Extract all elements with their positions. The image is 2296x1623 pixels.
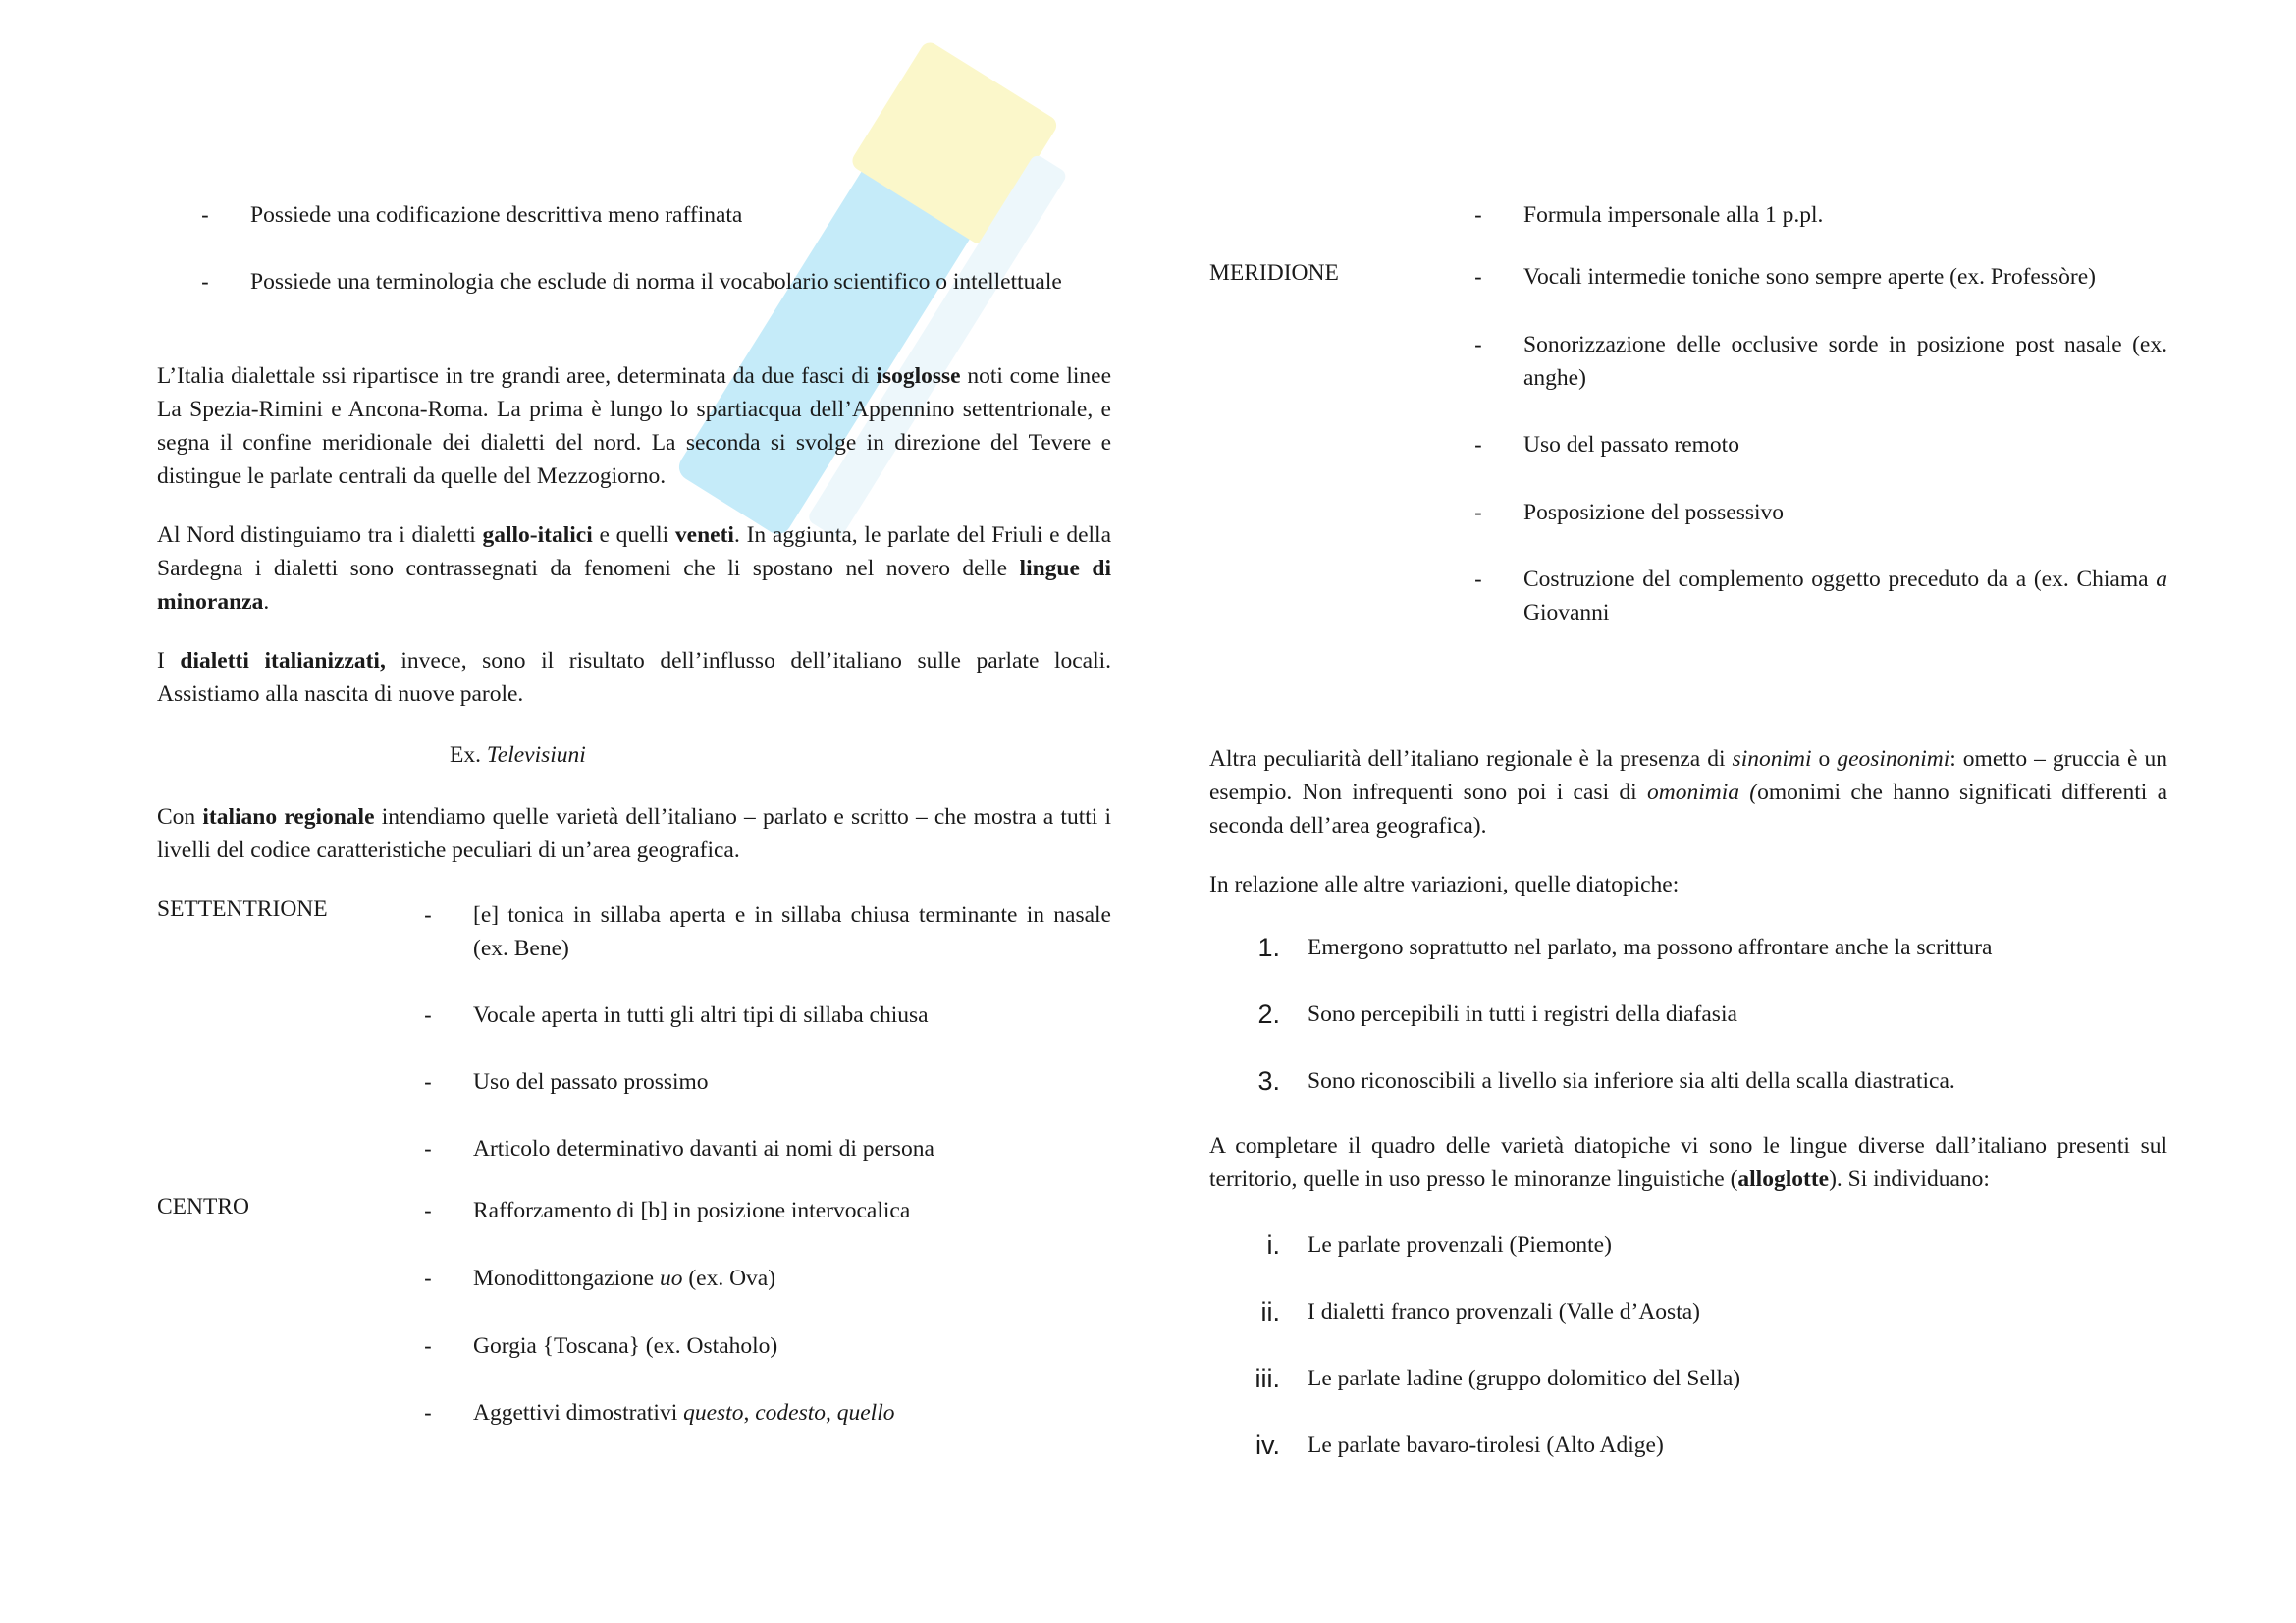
dash-bullet: - bbox=[1474, 264, 1482, 290]
dash-bullet: - bbox=[1474, 567, 1482, 592]
paragraph-italiano-regionale: Con italiano regionale intendiamo quelle varietà dell’italiano – parlato e scritto – che mostra a tutti i livelli del codice caratteristiche peculiari di un’area geografica. bbox=[157, 804, 1111, 863]
list-item: - Possiede una terminologia che esclude di norma il vocabolario scientifico o intellettuale bbox=[201, 265, 1111, 298]
list-item: iii. Le parlate ladine (gruppo dolomitico del Sella) bbox=[1255, 1364, 1741, 1393]
dash-bullet: - bbox=[1474, 432, 1482, 458]
paragraph-relazione: In relazione alle altre variazioni, quelle diatopiche: bbox=[1209, 872, 1680, 897]
paragraph-dialetti-italianizzati: I dialetti italianizzati, invece, sono il risultato dell’influsso dell’italiano sulle parlate locali. Assistiamo alla nascita di nuove parole. bbox=[157, 648, 1112, 707]
list-item: - Monodittongazione uo (ex. Ova) bbox=[424, 1262, 1111, 1295]
list-item: - Vocali intermedie toniche sono sempre aperte (ex. Professòre) bbox=[1474, 260, 2167, 294]
dash-bullet: - bbox=[424, 902, 432, 928]
paragraph-sinonimi: Altra peculiarità dell’italiano regionale è la presenza di sinonimi o geosinonimi: ometto – gruccia è un esempio. Non infrequenti sono poi i casi di omonimia (omonimi che hanno significati differenti a seconda dell’area geografica). bbox=[1209, 746, 2168, 839]
example-televisiuni: Ex. Televisiuni bbox=[450, 742, 586, 768]
dash-bullet: - bbox=[201, 269, 209, 295]
dash-bullet: - bbox=[1474, 202, 1482, 228]
dash-bullet: - bbox=[1474, 500, 1482, 525]
list-item: - Rafforzamento di [b] in posizione intervocalica bbox=[424, 1194, 1111, 1227]
list-item: 2. Sono percepibili in tutti i registri della diafasia bbox=[1257, 1000, 1737, 1029]
label-centro: CENTRO bbox=[157, 1194, 249, 1219]
paragraph-nord: Al Nord distinguiamo tra i dialetti gallo-italici e quelli veneti. In aggiunta, le parlate del Friuli e della Sardegna i dialetti sono contrassegnati da fenomeni che li spostano nel novero delle lingue di minoranza. bbox=[157, 522, 1112, 615]
paragraph-completare: A completare il quadro delle varietà diatopiche vi sono le lingue diverse dall’italiano presenti sul territorio, quelle in uso presso le minoranze linguistiche (alloglotte). Si individuano: bbox=[1209, 1133, 2167, 1192]
dash-bullet: - bbox=[424, 1002, 432, 1028]
list-item: - Costruzione del complemento oggetto preceduto da a (ex. Chiama a Giovanni bbox=[1474, 563, 2167, 629]
paragraph-italia-dialettale: L’Italia dialettale ssi ripartisce in tre grandi aree, determinata da due fasci di isoglosse noti come linee La Spezia-Rimini e Ancona-Roma. La prima è lungo lo spartiacqua dell’Appennino settentrionale, e segna il confine meridionale dei dialetti del nord. La seconda si svolge in direzione del Tevere e distingue le parlate centrali da quelle del Mezzogiorno. bbox=[157, 363, 1111, 489]
dash-bullet: - bbox=[424, 1136, 432, 1162]
dash-bullet: - bbox=[424, 1198, 432, 1223]
dash-bullet: - bbox=[424, 1069, 432, 1095]
list-item: 3. Sono riconoscibili a livello sia inferiore sia alti della scalla diastratica. bbox=[1257, 1066, 1955, 1096]
list-item: - Gorgia {Toscana} (ex. Ostaholo) bbox=[424, 1329, 1111, 1363]
dash-bullet: - bbox=[201, 202, 209, 228]
list-item: - [e] tonica in sillaba aperta e in sillaba chiusa terminante in nasale (ex. Bene) bbox=[424, 898, 1111, 965]
dash-bullet: - bbox=[424, 1266, 432, 1291]
label-meridione: MERIDIONE bbox=[1209, 260, 1339, 286]
list-item: - Vocale aperta in tutti gli altri tipi di sillaba chiusa bbox=[424, 999, 1111, 1032]
label-settentrione: SETTENTRIONE bbox=[157, 896, 328, 922]
dash-bullet: - bbox=[424, 1333, 432, 1359]
list-item: i. Le parlate provenzali (Piemonte) bbox=[1266, 1230, 1612, 1260]
list-item: - Uso del passato remoto bbox=[1474, 428, 2167, 461]
list-item: - Posposizione del possessivo bbox=[1474, 496, 2167, 529]
list-item: - Articolo determinativo davanti ai nomi di persona bbox=[424, 1132, 1111, 1165]
list-item: - Sonorizzazione delle occlusive sorde in posizione post nasale (ex. anghe) bbox=[1474, 328, 2167, 395]
list-item: - Uso del passato prossimo bbox=[424, 1065, 1111, 1099]
dash-bullet: - bbox=[424, 1400, 432, 1426]
list-item: - Formula impersonale alla 1 p.pl. bbox=[1474, 198, 2167, 232]
list-item: 1. Emergono soprattutto nel parlato, ma possono affrontare anche la scrittura bbox=[1257, 933, 1993, 962]
list-item: ii. I dialetti franco provenzali (Valle d’Aosta) bbox=[1260, 1297, 1700, 1326]
dash-bullet: - bbox=[1474, 332, 1482, 357]
list-item: iv. Le parlate bavaro-tirolesi (Alto Adige) bbox=[1255, 1431, 1664, 1460]
list-item: - Aggettivi dimostrativi questo, codesto, quello bbox=[424, 1396, 1111, 1430]
list-item: - Possiede una codificazione descrittiva meno raffinata bbox=[201, 198, 1111, 232]
